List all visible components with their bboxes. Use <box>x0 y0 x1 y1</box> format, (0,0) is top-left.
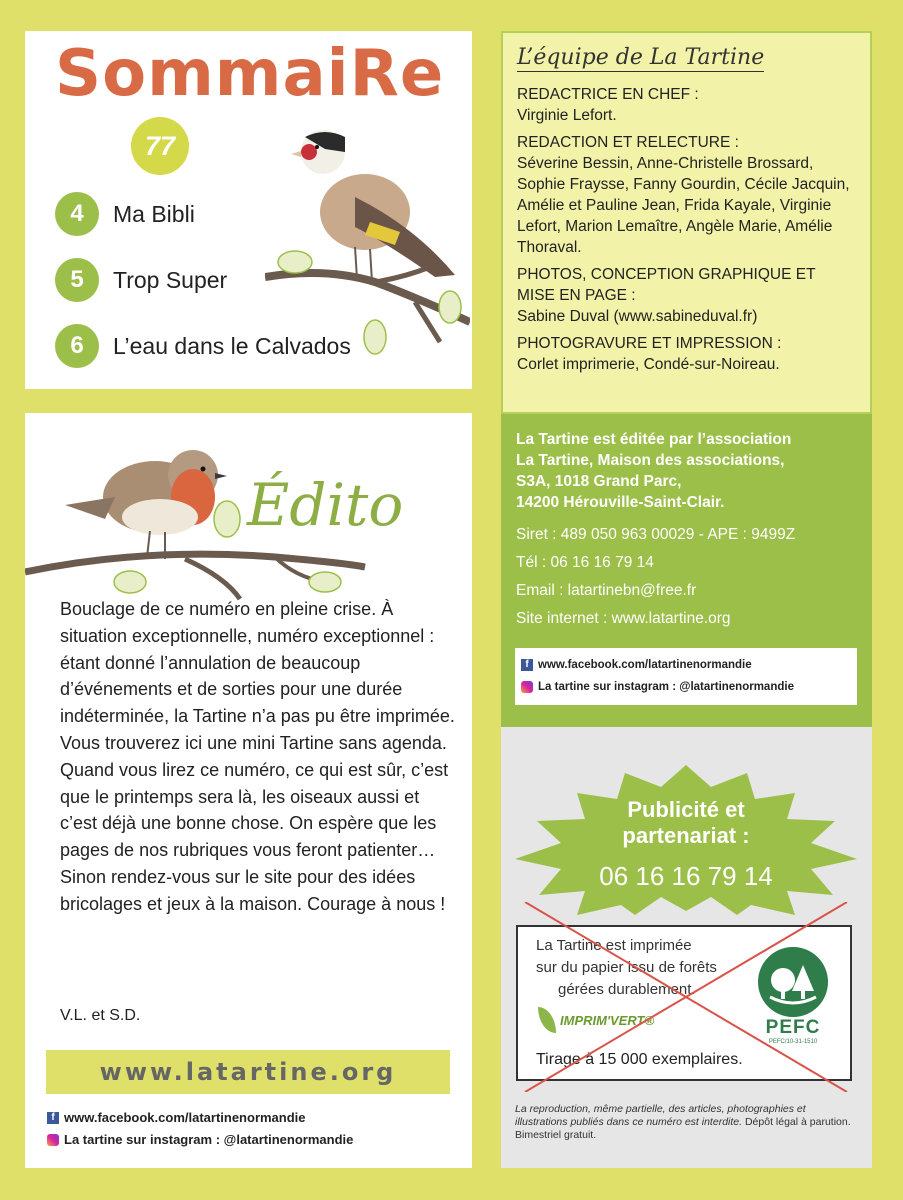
imprim-vert-label: IMPRIM'VERT® <box>560 1012 655 1028</box>
pub-heading <box>515 797 857 849</box>
sommaire-title: SommaiRe <box>55 37 445 111</box>
instagram-icon <box>47 1134 59 1146</box>
toc-page-number: 5 <box>55 258 99 302</box>
facebook-url: www.facebook.com/latartinenormandie <box>538 659 752 671</box>
association-address-line: 14200 Hérouville-Saint-Clair. <box>516 494 725 511</box>
website-link[interactable]: Site internet : www.latartine.org <box>516 610 731 627</box>
website-banner[interactable]: www.latartine.org <box>46 1050 450 1094</box>
legal-plain: Dépôt légal à parution. Bimestriel gratuit. <box>515 1116 851 1141</box>
facebook-icon: f <box>521 659 533 671</box>
print-info-line: sur du papier issu de forêts <box>536 959 717 976</box>
legal-italic: La reproduction, même partielle, des articles, photographies et illustrations publiés dans ce numéro est interdite. <box>515 1103 806 1128</box>
pub-phone-number: 06 16 16 79 14 <box>599 861 773 891</box>
credit-heading: PHOTOS, CONCEPTION GRAPHIQUE ET MISE EN PAGE : <box>517 266 816 304</box>
edito-social-links <box>47 1107 467 1151</box>
toc-item[interactable] <box>55 192 195 236</box>
credit-block <box>517 333 856 375</box>
instagram-icon <box>521 681 533 693</box>
facebook-icon: f <box>47 1112 59 1124</box>
edito-title: Édito <box>247 471 404 539</box>
phone-text: Tél : 06 16 16 79 14 <box>516 554 654 571</box>
goldfinch-illustration <box>265 127 470 357</box>
instagram-handle: La tartine sur instagram : @latartinenormandie <box>538 681 794 693</box>
siret-text: Siret : 489 050 963 00029 - APE : 9499Z <box>516 526 796 543</box>
print-run-text: Tirage à 15 000 exemplaires. <box>536 1051 743 1068</box>
association-address-line: La Tartine, Maison des associations, <box>516 452 785 469</box>
pub-heading-line: Publicité et <box>627 797 745 822</box>
facebook-url: www.facebook.com/latartinenormandie <box>64 1110 306 1125</box>
social-links-box <box>515 648 857 705</box>
edito-panel <box>25 413 472 1168</box>
credit-text: Corlet imprimerie, Condé-sur-Noireau. <box>517 356 780 373</box>
credit-text: Séverine Bessin, Anne-Christelle Brossard, Sophie Fraysse, Fanny Gourdin, Cécile Jacquin, Amélie et Pauline Jean, Frida Kayale, Virginie Lefort, Marion Lemaître, Angèle Marie, Amélie Thoraval. <box>517 155 850 256</box>
equipe-title: L’équipe de La Tartine <box>517 45 765 70</box>
facebook-link[interactable] <box>47 1107 467 1129</box>
edito-body: Bouclage de ce numéro en pleine crise. À situation exceptionnelle, numéro exceptionnel : étant donné l’annulation de beaucoup d’événements et de sorties pour une durée indéterminée, la Tartine n’a pas pu être imprimée. Vous trouverez ici une mini Tartine sans agenda. Quand vous lirez ce numéro, ce qui est sûr, c’est que le printemps sera là, les oiseaux aussi et c’est déjà une bonne chose. On espère que les pages de nos rubriques vous feront patienter… Sinon rendez-vous sur le site pour des idées bricolages et jeux à la maison. Courage à nous ! <box>60 599 455 914</box>
legal-notice <box>515 1103 855 1142</box>
facebook-link[interactable] <box>521 654 851 676</box>
email-link[interactable]: Email : latartinebn@free.fr <box>516 582 697 599</box>
toc-page-number: 4 <box>55 192 99 236</box>
credit-block <box>517 132 856 258</box>
toc-label: Trop Super <box>113 266 228 293</box>
association-address-line: S3A, 1018 Grand Parc, <box>516 473 682 490</box>
credit-heading: REDACTRICE EN CHEF : <box>517 86 699 103</box>
edito-signature: V.L. et S.D. <box>60 1007 141 1024</box>
publicite-panel <box>501 727 872 1168</box>
equipe-panel <box>501 31 872 414</box>
print-info-line: La Tartine est imprimée <box>536 937 692 954</box>
toc-label: L’eau dans le Calvados <box>113 332 351 359</box>
toc-item[interactable] <box>55 324 351 368</box>
toc-label: Ma Bibli <box>113 200 195 227</box>
sommaire-panel <box>25 31 472 389</box>
pub-heading-line: partenariat : <box>622 823 750 848</box>
pefc-label: PEFC <box>765 1017 821 1038</box>
instagram-link[interactable] <box>47 1129 467 1151</box>
toc-page-number: 6 <box>55 324 99 368</box>
pefc-code: PEFC/10-31-1510 <box>768 1039 818 1045</box>
credit-block <box>517 264 856 327</box>
credit-heading: REDACTION ET RELECTURE : <box>517 134 739 151</box>
credit-text: Virginie Lefort. <box>517 107 617 124</box>
print-info-line: gérées durablement. <box>558 981 696 998</box>
credit-heading: PHOTOGRAVURE ET IMPRESSION : <box>517 335 782 352</box>
association-address-line: La Tartine est éditée par l’association <box>516 431 792 448</box>
toc-item[interactable] <box>55 258 227 302</box>
red-cross-mark <box>515 902 857 1092</box>
instagram-handle: La tartine sur instagram : @latartinenormandie <box>64 1132 354 1147</box>
instagram-link[interactable] <box>521 676 851 698</box>
issue-number-badge: 77 <box>131 117 189 175</box>
credit-text: Sabine Duval (www.sabineduval.fr) <box>517 308 758 325</box>
association-panel <box>501 414 872 727</box>
credit-block <box>517 84 856 126</box>
